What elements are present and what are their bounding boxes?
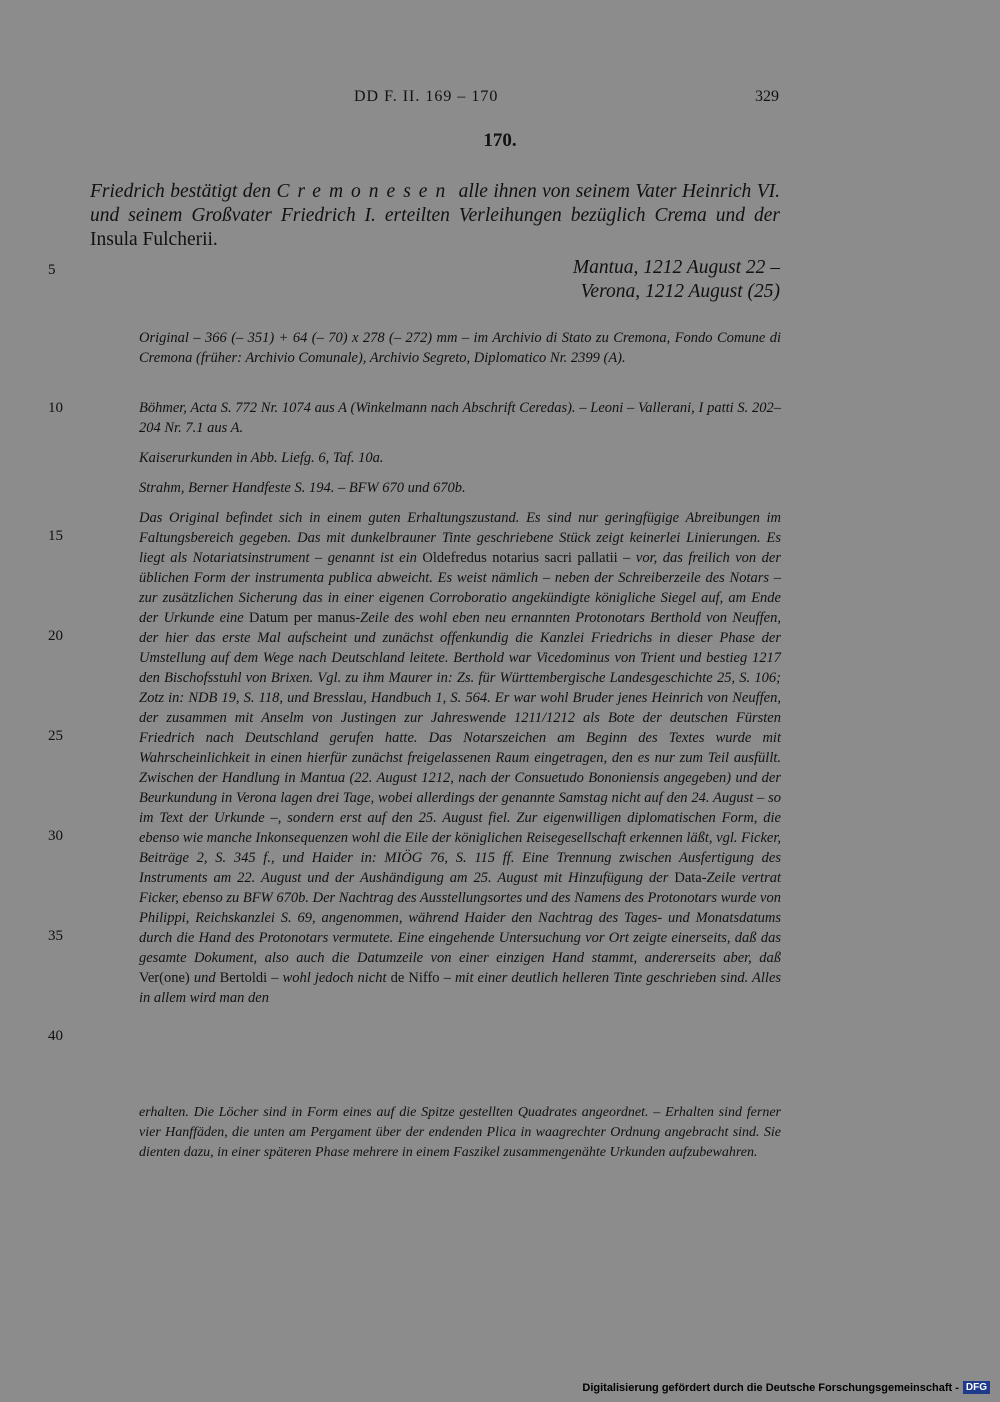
- regest-spaced-name: Cremonesen: [276, 181, 454, 202]
- dfg-credit-text: Digitalisierung gefördert durch die Deutsche Forschungsgemeinschaft -: [582, 1381, 959, 1394]
- kaiserurkunden-paragraph: Kaiserurkunden in Abb. Liefg. 6, Taf. 10a.: [139, 450, 384, 466]
- commentary-segment: – wohl jedoch nicht: [271, 970, 387, 986]
- commentary-upright: Bertoldi: [219, 970, 268, 986]
- commentary-segment: – vor, das freilich von der üblichen Form der instrumenta publica abweicht. Es weist nämlich – neben der Schreiberzeile des Notars – zur zusätzlichen Sicherung das in einer eigenen Corroboratio angekündigte königliche Siegel auf, am Ende der Urkunde eine: [139, 550, 781, 626]
- dating-line-2: Verona, 1212 August (25): [580, 281, 780, 302]
- dfg-logo-icon: DFG: [963, 1381, 990, 1394]
- document-number: 170.: [483, 130, 517, 151]
- dfg-credit[interactable]: [582, 1381, 990, 1394]
- regest: [90, 180, 780, 252]
- regest-text-1: Friedrich bestätigt den: [90, 181, 271, 202]
- commentary-segment: – mit einer deutlich helleren Tinte geschrieben sind. Alles in allem wird man den: [139, 970, 782, 1006]
- original-paragraph: Original – 366 (– 351) + 64 (– 70) x 278 (– 272) mm – im Archivio di Stato zu Cremona, Fondo Comune di Cremona (früher: Archivio Comunale), Archivio Segreto, Diplomatico Nr. 2399 (A).: [139, 330, 781, 366]
- line-number: 5: [48, 262, 56, 278]
- line-number: 10: [48, 400, 63, 416]
- commentary-upright: Data: [674, 870, 702, 886]
- line-number: 25: [48, 728, 63, 744]
- main-commentary-text: [139, 508, 781, 1008]
- line-number: 15: [48, 528, 63, 544]
- boehmer-paragraph: Böhmer, Acta S. 772 Nr. 1074 aus A (Winkelmann nach Abschrift Ceredas). – Leoni – Vallerani, I patti S. 202–204 Nr. 7.1 aus A.: [139, 400, 781, 436]
- commentary-segment: -Zeile des wohl eben neu ernannten Protonotars Berthold von Neuffen, der hier das erste Mal aufscheint und zunächst offenkundig die Kanzlei Friedrichs in dieser Phase der Umstellung auf dem Wege nach Deutschland leitete. Berthold war Vicedominus von Trient und bestieg 1217 den Bischofsstuhl von Brixen. Vgl. zu ihm Maurer in: Zs. für Württembergische Landesgeschichte 25, S. 106; Zotz in: NDB 19, S. 118, und Bresslau, Handbuch 1, S. 564. Er war wohl Bruder jenes Heinrich von Neuffen, der zusammen mit Anselm von Justingen zur Jahreswende 1211/1212 als Bote der deutschen Fürsten Friedrich nach Deutschland gerufen hatte. Das Notarszeichen am Beginn des Textes wurde mit Wahrscheinlichkeit in einen hierfür zunächst freigelassenen Raum eingetragen, den es nur zum Teil ausfüllt. Zwischen der Handlung in Mantua (22. August 1212, nach der Consuetudo Bononiensis angegeben) und der Beurkundung in Verona lagen drei Tage, wobei allerdings der genannte Samstag nicht auf den 24. August – so im Text der Urkunde –, sondern erst auf den 25. August fiel. Zur eigenwilligen diplomatischen Form, die ebenso wie manche Inkonsequenzen wohl die Eile der königlichen Reisegesellschaft erkennen läßt, vgl. Ficker, Beiträge 2, S. 345 f., und Haider in: MIÖG 76, S. 115 ff. Eine Trennung zwischen Ausfertigung des Instruments am 22. August und der Aushändigung am 25. August mit Hinzufügung der: [139, 610, 781, 886]
- commentary-upright: Oldefredus notarius sacri pallatii: [422, 550, 618, 566]
- line-number: 35: [48, 928, 63, 944]
- commentary-segment: -Zeile vertrat Ficker, ebenso zu BFW 670b. Der Nachtrag des Ausstellungsortes und des Namens des Protonotars wurde von Philippi, Reichskanzlei S. 69, angenommen, während Haider den Nachtrag des Tages- und Monatsdatums durch die Hand des Protonotars vermutete. Eine eingehende Untersuchung vor Ort zeigte einerseits, daß das gesamte Dokument, also auch die Datumzeile von einer einzigen Hand stammt, andererseits aber, daß: [139, 870, 781, 966]
- commentary-upright: de Niffo: [390, 970, 440, 986]
- line-number: 30: [48, 828, 63, 844]
- strahm-paragraph: Strahm, Berner Handfeste S. 194. – BFW 670 und 670b.: [139, 480, 466, 496]
- line-number: 20: [48, 628, 63, 644]
- regest-place-name: Insula Fulcherii.: [90, 229, 218, 250]
- commentary-upright: Ver(one): [139, 970, 190, 986]
- line-number: 40: [48, 1028, 63, 1044]
- dating: [573, 256, 780, 304]
- commentary-segment: Das Original befindet sich in einem guten Erhaltungszustand. Es sind nur geringfügige Abreibungen im Faltungsbereich gegeben. Das mit dunkelbrauner Tinte geschriebene Stück zeigt keinerlei Linierungen. Es liegt als Notariatsinstrument – genannt ist ein: [139, 510, 781, 566]
- running-head: DD F. II. 169 – 170: [354, 88, 499, 105]
- regest-text-2: alle ihnen von seinem Vater Heinrich VI. und seinem Großvater Friedrich I. erteilten Verleihungen bezüglich Crema und der: [90, 181, 781, 226]
- commentary-segment: und: [193, 970, 216, 986]
- footnote-continuation: erhalten. Die Löcher sind in Form eines auf die Spitze gestellten Quadrates angeordnet. – Erhalten sind ferner vier Hanffäden, die unten am Pergament über der endenden Plica in waagrechter Ordnung angebracht sind. Sie dienten dazu, in einer späteren Phase mehrere in einem Faszikel zusammengenähte Urkunden aufzubewahren.: [139, 1105, 781, 1160]
- dating-line-1: Mantua, 1212 August 22 –: [572, 257, 780, 278]
- main-commentary: [139, 508, 781, 1008]
- commentary-upright: Datum per manus: [248, 610, 356, 626]
- page-number: 329: [755, 88, 779, 105]
